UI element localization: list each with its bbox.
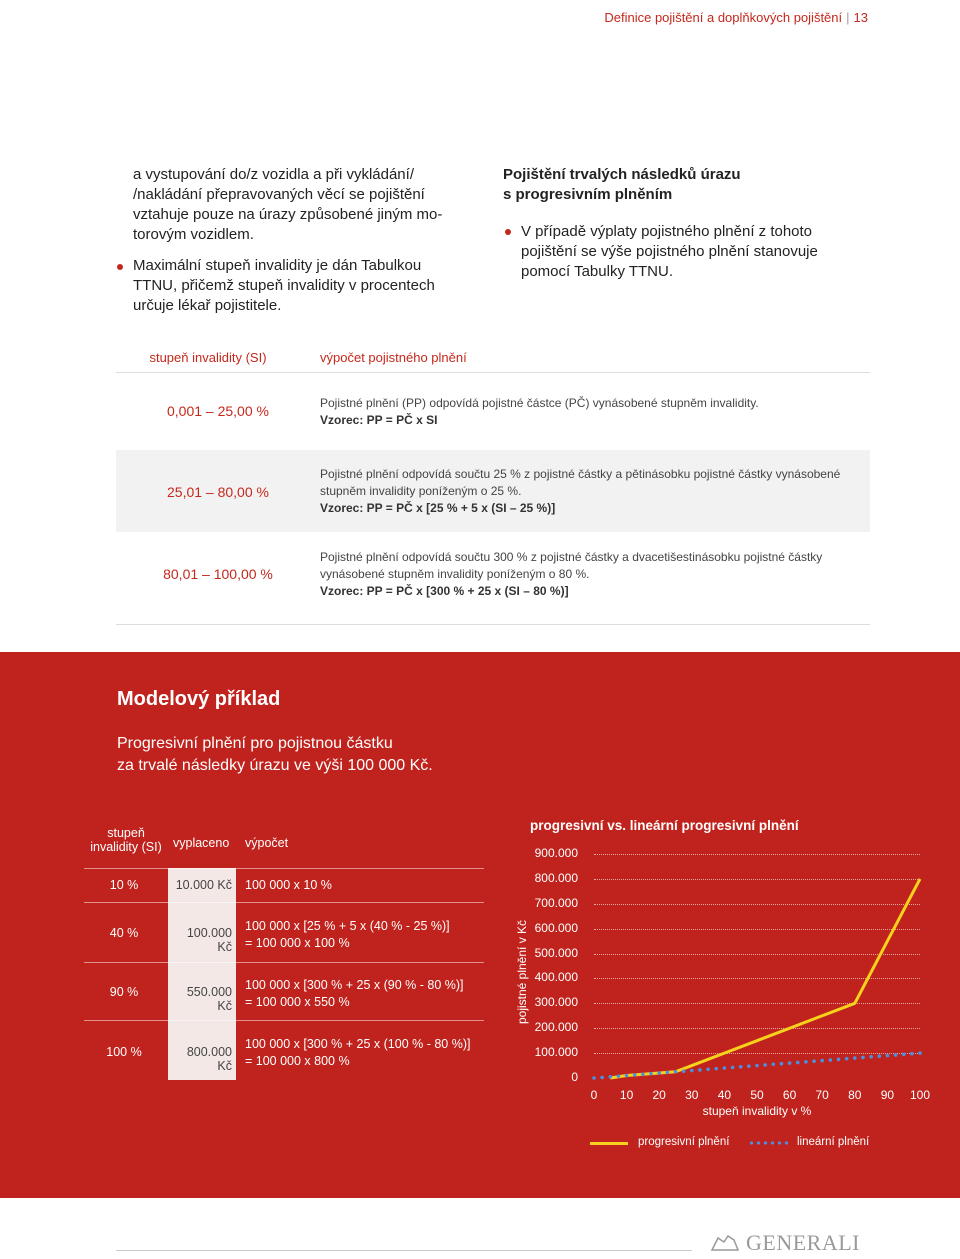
x-tick-label: 80 xyxy=(848,1088,862,1102)
table-divider xyxy=(84,1020,484,1021)
grid-line xyxy=(594,1028,920,1029)
title-line: s progresivním plněním xyxy=(503,186,673,203)
mtable-header-si xyxy=(84,826,168,854)
grid-line xyxy=(594,978,920,979)
right-bullet xyxy=(521,222,871,282)
bullet-line: pomocí Tabulky TTNU. xyxy=(521,263,673,280)
y-tick-label: 400.000 xyxy=(534,970,578,985)
mtable-paid: 100.000 Kč xyxy=(186,926,232,954)
si-table-header-si: stupeň invalidity (SI) xyxy=(149,350,267,365)
para-line: a vystupování do/z vozidla a při vykládání/ xyxy=(133,166,414,183)
table-row xyxy=(116,536,870,620)
chart-title: progresivní vs. lineární progresivní plnění xyxy=(530,818,799,833)
x-tick-label: 20 xyxy=(652,1088,666,1102)
y-tick-label: 900.000 xyxy=(534,846,578,860)
x-tick-label: 30 xyxy=(685,1088,699,1102)
legend-swatch-linear xyxy=(748,1141,788,1145)
row-description xyxy=(320,466,865,517)
y-tick-label: 600.000 xyxy=(534,920,578,935)
y-tick-label: 200.000 xyxy=(534,1020,578,1035)
legend-label: progresivní plnění xyxy=(638,1136,730,1148)
para-line: vztahuje pouze na úrazy způsobené jiným mo- xyxy=(133,206,443,223)
lion-logo-icon xyxy=(708,1228,868,1254)
example-subtitle xyxy=(117,733,433,777)
grid-line xyxy=(594,879,920,880)
header-section: Definice pojištění a doplňkových pojištění xyxy=(604,10,843,25)
bullet-dot-icon xyxy=(505,229,511,235)
section-title xyxy=(503,165,873,205)
y-tick-label: 800.000 xyxy=(534,870,578,885)
table-divider xyxy=(116,372,870,373)
x-tick-label: 90 xyxy=(880,1088,895,1102)
y-tick-label: 700.000 xyxy=(534,895,578,910)
grid-line xyxy=(594,1053,920,1054)
mtable-header-paid: vyplaceno xyxy=(173,836,230,850)
table-row xyxy=(116,450,870,532)
x-tick-label: 100 xyxy=(909,1088,931,1102)
y-tick-label: 0 xyxy=(571,1070,578,1084)
subtitle-line: Progresivní plnění pro pojistnou částku xyxy=(117,735,393,752)
si-range: 0,001 – 25,00 % xyxy=(167,403,269,419)
example-title: Modelový příklad xyxy=(117,688,281,710)
grid-line xyxy=(594,954,920,955)
calc-line: = 100 000 x 550 % xyxy=(245,995,350,1009)
mtable-paid: 800.000 Kč xyxy=(186,1045,232,1073)
mtable-paid: 550.000 Kč xyxy=(186,985,232,1013)
table-divider xyxy=(84,868,484,869)
grid-line xyxy=(594,854,920,855)
para-line: torovým vozidlem. xyxy=(133,226,254,243)
row-description xyxy=(320,395,865,429)
bullet-line: Maximální stupeň invalidity je dán Tabulkou xyxy=(133,257,422,274)
calc-line: 100 000 x [300 % + 25 x (90 % - 80 %)] xyxy=(245,978,464,992)
footer-rule xyxy=(116,1250,692,1251)
x-tick-label: 60 xyxy=(782,1088,797,1102)
mtable-header-calc: výpočet xyxy=(245,836,289,850)
header-separator: | xyxy=(846,10,850,25)
grid-line xyxy=(594,929,920,930)
calc-line: = 100 000 x 100 % xyxy=(245,936,350,950)
table-divider xyxy=(84,902,484,903)
svg-text:GENERALI: GENERALI xyxy=(746,1230,860,1254)
desc-line: stupněm invalidity poníženým o 25 %. xyxy=(320,484,522,498)
left-bullet xyxy=(133,256,479,316)
bullet-line: V případě výplaty pojistného plnění z tohoto xyxy=(521,223,813,240)
bullet-line: určuje lékař pojistitele. xyxy=(133,297,282,314)
y-tick-label: 100.000 xyxy=(534,1045,578,1060)
row-description xyxy=(320,549,865,600)
desc-line: Pojistné plnění (PP) odpovídá pojistné částce (PČ) vynásobené stupněm invalidity. xyxy=(320,396,759,410)
chart-y-label: pojistné plnění v Kč xyxy=(515,919,529,1025)
running-header xyxy=(604,10,868,25)
bullet-line: pojištění se výše pojistného plnění stanovuje xyxy=(521,243,818,260)
page-number: 13 xyxy=(853,10,868,25)
mtable-paid: 10.000 Kč xyxy=(175,878,232,892)
bullet-line: TTNU, přičemž stupeň invalidity v procentech xyxy=(133,277,435,294)
mtable-calc xyxy=(245,1036,470,1070)
legend-label: lineární plnění xyxy=(797,1136,870,1148)
grid-line xyxy=(594,1003,920,1004)
left-paragraph xyxy=(133,165,479,245)
mtable-si: 40 % xyxy=(109,926,139,940)
y-tick-label: 500.000 xyxy=(534,945,578,960)
mtable-calc xyxy=(245,977,464,1011)
table-row xyxy=(116,376,870,446)
x-tick-label: 40 xyxy=(717,1088,732,1102)
x-tick-label: 0 xyxy=(590,1088,598,1102)
calc-line: 100 000 x [300 % + 25 x (100 % - 80 %)] xyxy=(245,1037,471,1051)
calc-line: 100 000 x [25 % + 5 x (40 % - 25 %)] xyxy=(245,919,450,933)
formula: Vzorec: PP = PČ x SI xyxy=(320,413,438,427)
desc-line: Pojistné plnění odpovídá součtu 300 % z pojistné částky a dvacetišestinásobku pojistné částky xyxy=(320,550,823,564)
para-line: /nakládání přepravovaných věcí se pojištění xyxy=(133,186,425,203)
mtable-calc xyxy=(245,918,450,952)
y-tick-label: 300.000 xyxy=(534,995,578,1010)
table-divider xyxy=(84,962,484,963)
si-range: 80,01 – 100,00 % xyxy=(163,566,273,582)
header-line: invalidity (SI) xyxy=(90,840,162,854)
formula: Vzorec: PP = PČ x [25 % + 5 x (SI – 25 %)] xyxy=(320,501,556,515)
legend-swatch-progressive xyxy=(590,1142,628,1145)
mtable-si: 90 % xyxy=(109,985,139,999)
mtable-si: 10 % xyxy=(109,878,139,892)
chart-x-label: stupeň invalidity v % xyxy=(702,1104,812,1118)
si-range: 25,01 – 80,00 % xyxy=(167,484,269,500)
si-table-header-calc: výpočet pojistného plnění xyxy=(320,350,467,365)
x-tick-label: 70 xyxy=(815,1088,829,1102)
x-tick-label: 10 xyxy=(619,1088,634,1102)
subtitle-line: za trvalé následky úrazu ve výši 100 000 Kč. xyxy=(117,757,433,774)
formula: Vzorec: PP = PČ x [300 % + 25 x (SI – 80 %)] xyxy=(320,584,569,598)
header-line: stupeň xyxy=(107,826,145,840)
desc-line: vynásobené stupněm invalidity poníženým o 80 %. xyxy=(320,567,590,581)
calc-line: = 100 000 x 800 % xyxy=(245,1054,350,1068)
desc-line: Pojistné plnění odpovídá součtu 25 % z pojistné částky a pětinásobku pojistné částky vynásobené xyxy=(320,467,841,481)
x-tick-label: 50 xyxy=(750,1088,764,1102)
mtable-si: 100 % xyxy=(106,1045,142,1059)
grid-line xyxy=(594,904,920,905)
generali-logo xyxy=(708,1228,868,1254)
mtable-calc: 100 000 x 10 % xyxy=(245,878,332,892)
table-divider xyxy=(116,624,870,625)
bullet-dot-icon xyxy=(117,264,123,270)
title-line: Pojištění trvalých následků úrazu xyxy=(503,166,741,183)
